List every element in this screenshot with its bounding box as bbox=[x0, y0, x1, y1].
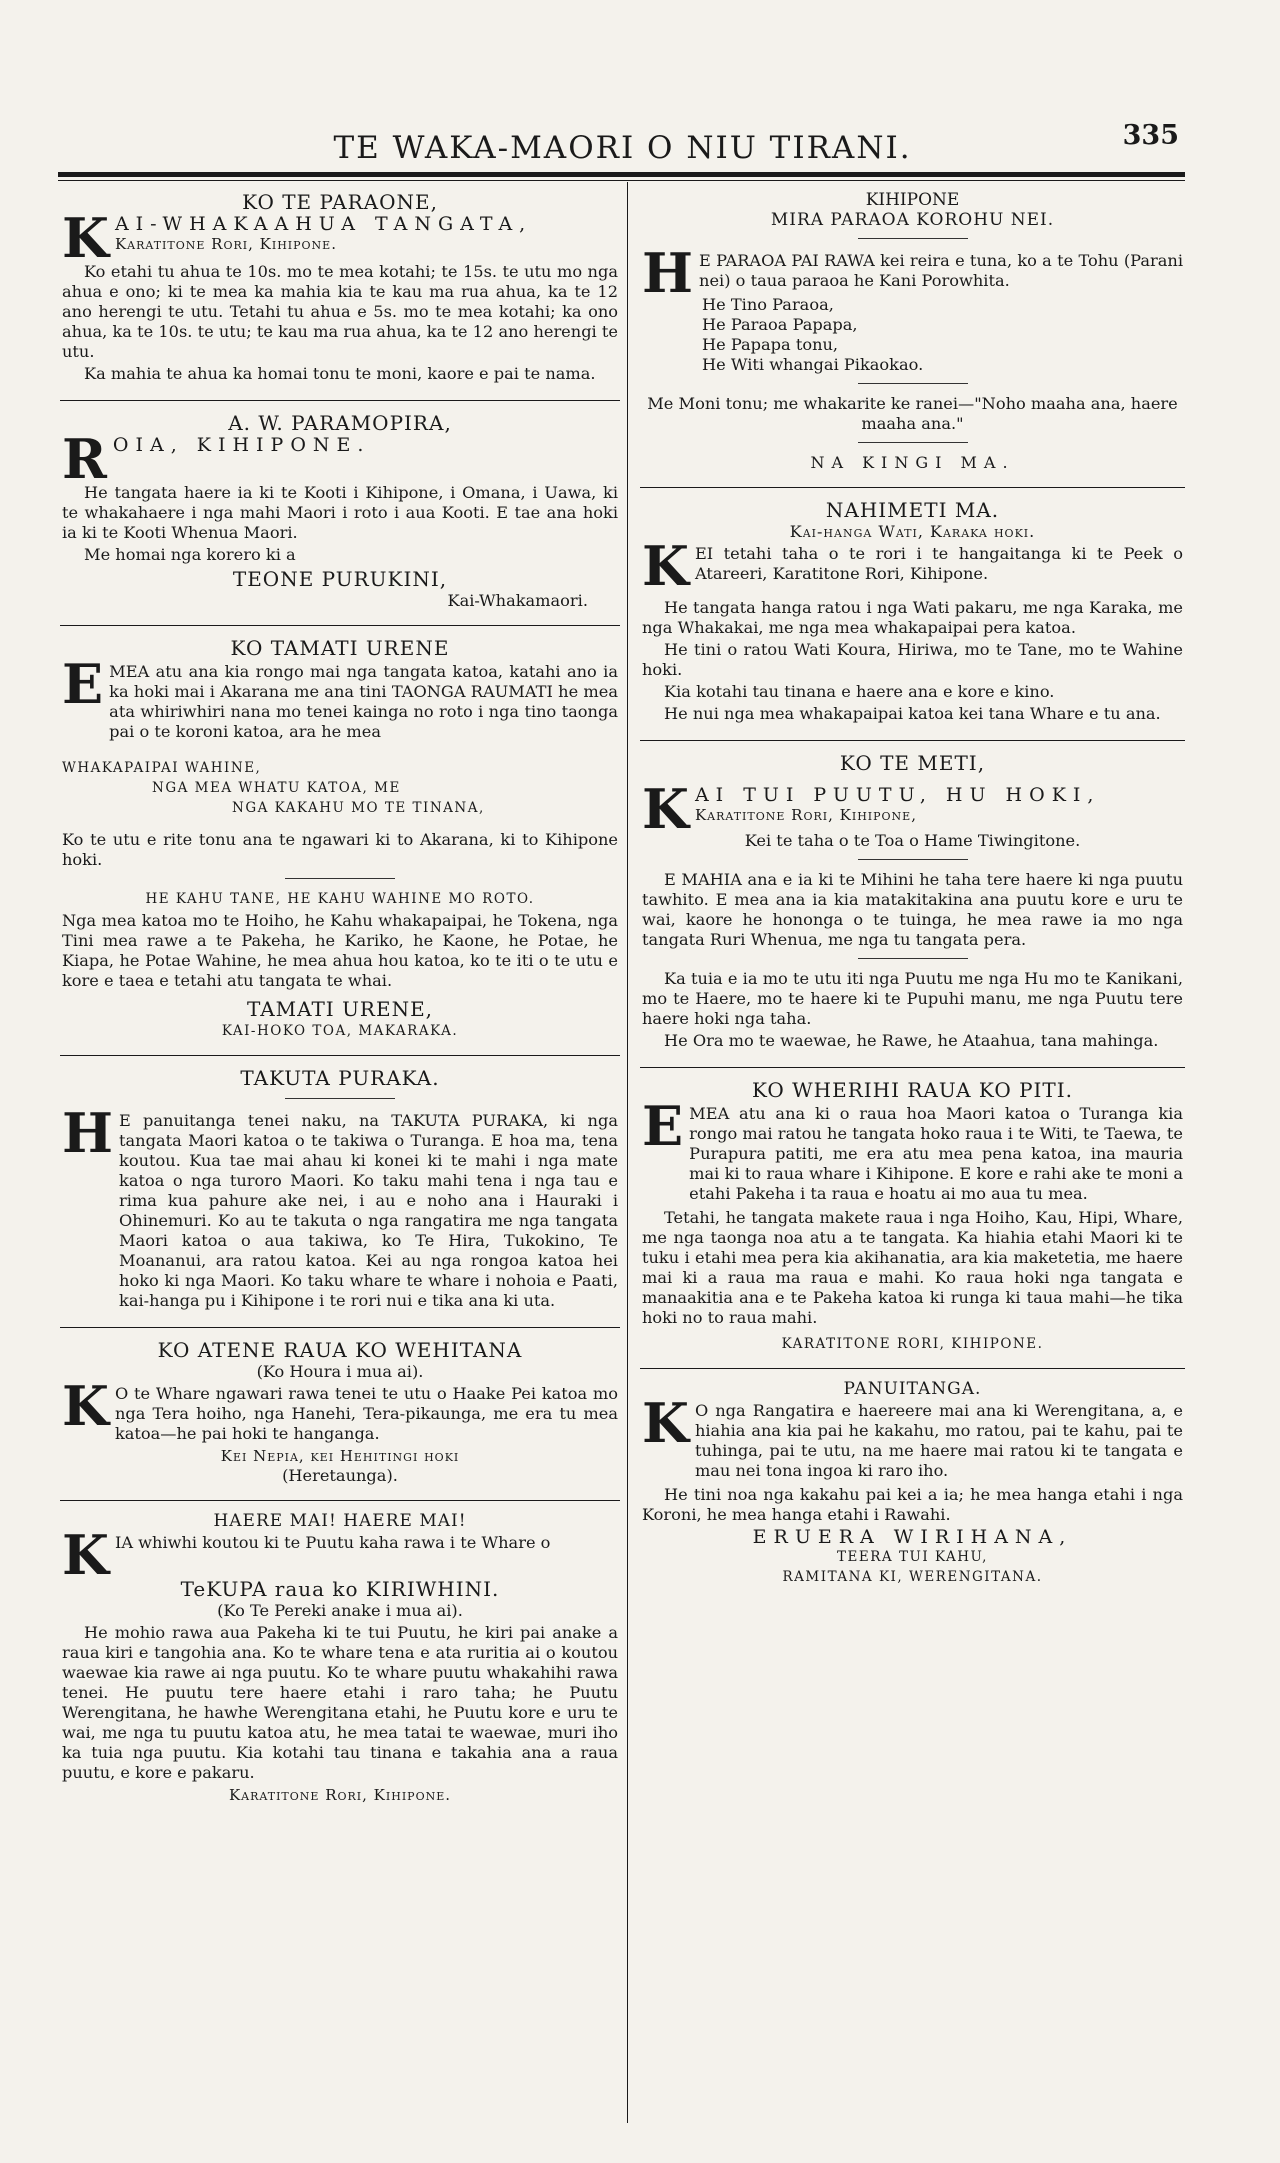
ad-text: EI tetahi taha o te rori i te hangaitanga ki te Peek o Atareeri, Karatitone Rori, Kihipone. bbox=[694, 544, 1183, 583]
ad-text: Ko etahi tu ahua te 10s. mo te mea kotahi; te 15s. te utu mo nga ahua e ono; ki te mea ka mahia kia te kau ma rua ahua, ka te 12 ano herengi te utu. Tetahi tu ahua e 5s. mo te mea kotahi; ka ono ahua, ka te 10s. te utu; te kau ma rua ahua, ka te 12 ano herengi te utu. bbox=[62, 262, 618, 361]
ad-location: RAMITANA KI, WERENGITANA. bbox=[782, 1569, 1043, 1585]
ad-text: E PARAOA PAI RAWA kei reira e tuna, ko a te Tohu (Parani nei) o taua paraoa he Kani Porowhita. bbox=[699, 251, 1183, 290]
ad-heading: PANUITANGA. bbox=[843, 1379, 982, 1399]
ad-location: (Heretaunga). bbox=[282, 1466, 398, 1485]
drop-cap: K bbox=[642, 534, 689, 598]
ad-atene bbox=[60, 1338, 620, 1492]
ad-location: Karatitone Rori, Kihipone. bbox=[228, 1786, 452, 1804]
ad-paramopira bbox=[60, 411, 620, 617]
drop-cap: K bbox=[62, 206, 109, 270]
drop-cap: K bbox=[62, 1374, 109, 1438]
list-item: He Paraoa Papapa, bbox=[702, 315, 858, 334]
drop-cap: R bbox=[62, 427, 107, 491]
ad-text: E panuitanga tenei naku, na TAKUTA PURAKA, ki nga tangata Maori katoa o te takiwa o Turanga. E hoa ma, tena koutou. Kua tae mai ahau ki konei ki te mahi i nga mate katoa o nga turoro Maori. Ko taku mahi tena i nga tau e rima kua pahure ake nei, i au e noho ana i Hauraki i Ohinemuri. Ko au te takuta o nga rangatira me nga tangata Maori katoa o aua takiwa, ko Te Hira, Tukokino, Te Moananui, ara ratou katoa. Kei au nga rongoa katoa hei hoko ki nga Maori. Ko taku whare te whare i nohoia e Paati, kai-hanga pu i Kihipone i te rori nui e tika ana ki uta. bbox=[119, 1111, 618, 1310]
drop-cap: H bbox=[62, 1101, 114, 1165]
ad-text: He tini o ratou Wati Koura, Hiriwa, mo te Tane, mo te Wahine hoki. bbox=[642, 640, 1183, 679]
ad-title: AI-WHAKAAHUA TANGATA, bbox=[114, 213, 533, 235]
drop-cap: E bbox=[62, 652, 104, 716]
ad-text: Ka mahia te ahua ka homai tonu te moni, kaore e pai te nama. bbox=[84, 364, 596, 383]
short-rule bbox=[858, 383, 968, 384]
ad-heading: A. W. PARAMOPIRA, bbox=[228, 411, 452, 435]
drop-cap: K bbox=[642, 777, 689, 841]
ad-signature-name: NA KINGI MA. bbox=[810, 453, 1015, 472]
ad-text: MEA atu ana kia rongo mai nga tangata katoa, katahi ano ia ka hoki mai i Akarana me ana tini TAONGA RAUMATI he mea ata whiriwhiri nana mo tenei kainga no roto i nga tino taonga pai o te koroni katoa, ara he mea bbox=[109, 662, 618, 741]
ad-text: Tetahi, he tangata makete raua i nga Hoiho, Kau, Hipi, Whare, me nga taonga noa atu a te tangata. Ka hiahia etahi Maori ki te tuku i etahi mea pera kia akihanatia, ara kia maketetia, me haere mai ki a raua ma raua e mahi. Ko raua hoki nga tangata e manaakitia ana e te Pakeha katoa ki runga ki taua mahi—he tika hoki no to raua mahi. bbox=[642, 1208, 1183, 1327]
ad-subheading: Kai-hanga Wati, Karaka hoki. bbox=[789, 522, 1036, 541]
drop-cap: H bbox=[642, 241, 694, 305]
ad-text: Ka tuia e ia mo te utu iti nga Puutu me nga Hu mo te Kanikani, mo te Haere, mo te haere ki te Pupuhi manu, me nga Puutu tere haere hoki nga taha. bbox=[642, 969, 1183, 1028]
ad-separator bbox=[640, 1067, 1185, 1068]
ad-text: MEA atu ana ki o raua hoa Maori katoa o Turanga kia rongo mai ratou he tangata hoko raua i te Witi, te Taewa, te Purapura patiti, me era atu mea pena katoa, ina mauria mai ki to raua whare i Kihipone. E kore e rahi ake te moni a etahi Pakeha i ta raua e hoatu ai mo aua tu mea. bbox=[689, 1104, 1183, 1203]
ad-text: Me homai nga korero ki a bbox=[84, 545, 296, 564]
ad-name: TeKUPA raua ko KIRIWHINI. bbox=[180, 1577, 500, 1601]
ad-text: Ko te utu e rite tonu ana te ngawari ki to Akarana, ki to Kihipone hoki. bbox=[62, 830, 618, 869]
ad-location: KARATITONE RORI, KIHIPONE. bbox=[781, 1336, 1044, 1352]
short-rule bbox=[858, 238, 968, 239]
ad-separator bbox=[640, 740, 1185, 741]
ad-separator bbox=[640, 487, 1185, 488]
ad-subheading: MIRA PARAOA KOROHU NEI. bbox=[770, 210, 1055, 230]
ad-heading: NAHIMETI MA. bbox=[825, 498, 1000, 522]
ad-title: AI TUI PUUTU, HU HOKI, bbox=[694, 784, 1101, 806]
ad-text: Me Moni tonu; me whakarite ke ranei—"Noho maaha ana, haere maaha ana." bbox=[647, 394, 1178, 433]
ad-heading: HAERE MAI! HAERE MAI! bbox=[213, 1511, 467, 1531]
ad-paraone bbox=[60, 190, 620, 392]
ad-signature-role: TEERA TUI KAHU, bbox=[837, 1549, 988, 1565]
ad-separator bbox=[640, 1368, 1185, 1369]
ad-separator bbox=[60, 625, 620, 626]
short-rule bbox=[285, 1098, 395, 1099]
ad-heading: KO TAMATI URENE bbox=[230, 636, 450, 660]
ad-separator bbox=[60, 1055, 620, 1056]
ad-text: He mohio rawa aua Pakeha ki te tui Puutu, he kiri pai anake a raua kiri e tangohia ana. Ko te whare tena e ata ruritia ai o koutou waewae kia rawe ai nga puutu. Ko te whare puutu whakahihi rawa tenei. He puutu tere haere etahi i raro taha; he Puutu Werengitana, he hawhe Werengitana etahi, he Puutu kore e uru te wai, me nga tu puutu katoa atu, he mea tatai te waewae, muri iho ka tuia nga puutu. Kia kotahi tau tinana e takahia ana a raua puutu, e kore e pakaru. bbox=[62, 1623, 618, 1782]
ad-text: He tangata haere ia ki te Kooti i Kihipone, i Omana, i Uawa, ki te whakahaere i nga mahi Maori i roto i aua Kooti. E tae ana hoki ia ki te Kooti Whenua Maori. bbox=[62, 483, 618, 542]
masthead-rule-thin bbox=[58, 180, 1185, 181]
ad-text: He tangata hanga ratou i nga Wati pakaru, me nga Karaka, me nga Whakakai, me nga mea whakapaipai pera katoa. bbox=[642, 598, 1183, 637]
ad-location: Karatitone Rori, Kihipone, bbox=[694, 806, 917, 824]
ad-separator bbox=[60, 1500, 620, 1501]
short-rule bbox=[285, 878, 395, 879]
drop-cap: E bbox=[642, 1094, 684, 1158]
left-column bbox=[60, 190, 620, 1811]
ad-panuitanga bbox=[640, 1379, 1185, 1593]
ad-meti bbox=[640, 751, 1185, 1059]
drop-cap: K bbox=[62, 1523, 109, 1587]
ad-text: He nui nga mea whakapaipai katoa kei tana Whare e tu ana. bbox=[664, 704, 1161, 723]
ad-text: O te Whare ngawari rawa tenei te utu o Haake Pei katoa mo nga Tera hoiho, nga Hanehi, Tera-pikaunga, me era tu mea katoa—he pai hoki te hanganga. bbox=[114, 1384, 618, 1443]
list-item: He Tino Paraoa, bbox=[702, 295, 834, 314]
ad-line: WHAKAPAIPAI WAHINE, bbox=[62, 760, 262, 776]
ad-separator bbox=[60, 1327, 620, 1328]
ad-separator bbox=[60, 400, 620, 401]
ad-heading: KO TE METI, bbox=[839, 751, 986, 775]
ad-text: E MAHIA ana e ia ki te Mihini he taha tere haere ki nga puutu tawhito. E mea ana ia kia matakitakina ana puutu kore e uru te wai, kaore he hononga o te tuinga, he mea rawe ia mo nga tangata Ruri Whenua, me nga tu tangata pera. bbox=[642, 870, 1183, 949]
list-item: He Witi whangai Pikaokao. bbox=[702, 355, 924, 374]
short-rule bbox=[858, 859, 968, 860]
ad-title: OIA, KIHIPONE. bbox=[112, 434, 371, 456]
list-item: He Papapa tonu, bbox=[702, 335, 839, 354]
ad-subheading: HE KAHU TANE, HE KAHU WAHINE MO ROTO. bbox=[145, 891, 535, 907]
ad-text: Kia kotahi tau tinana e haere ana e kore e kino. bbox=[664, 682, 1055, 701]
ad-signature-name: TEONE PURUKINI, bbox=[232, 567, 448, 591]
ad-kiriwhini bbox=[60, 1511, 620, 1811]
column-divider bbox=[627, 182, 628, 2123]
ad-text: He tini noa nga kakahu pai kei a ia; he mea hanga etahi i nga Koroni, he mea hanga etahi i Rawahi. bbox=[642, 1485, 1183, 1524]
ad-wherihi bbox=[640, 1078, 1185, 1360]
ad-signature-role: KAI-HOKO TOA, MAKARAKA. bbox=[221, 1023, 459, 1039]
ad-line: NGA KAKAHU MO TE TINANA, bbox=[232, 800, 485, 816]
ad-location: Kei Nepia, kei Hehitingi hoki bbox=[220, 1447, 460, 1465]
product-list bbox=[702, 295, 1183, 375]
page-number: 335 bbox=[1122, 120, 1179, 151]
ad-text: IA whiwhi koutou ki te Puutu kaha rawa i te Whare o bbox=[114, 1533, 551, 1552]
right-column bbox=[640, 190, 1185, 1593]
ad-heading: KIHIPONE bbox=[865, 190, 960, 210]
ad-kihipone-mill bbox=[640, 190, 1185, 479]
ad-location: Karatitone Rori, Kihipone. bbox=[114, 235, 337, 253]
short-rule bbox=[858, 958, 968, 959]
ad-heading: TAKUTA PURAKA. bbox=[240, 1066, 440, 1090]
ad-text: He Ora mo te waewae, he Rawe, he Ataahua, tana mahinga. bbox=[664, 1031, 1159, 1050]
ad-nahimeti bbox=[640, 498, 1185, 732]
ad-urene bbox=[60, 636, 620, 1047]
drop-cap: K bbox=[642, 1391, 689, 1455]
ad-text: Nga mea katoa mo te Hoiho, he Kahu whakapaipai, he Tokena, nga Tini mea rawe a te Pakeha, he Kariko, he Kaone, he Potae, he Kiapa, he Potae Wahine, he mea ahua hou katoa, ko te iti o te utu e kore e taea e tetahi atu tangata te whai. bbox=[62, 911, 618, 990]
ad-signature-name: ERUERA WIRIHANA, bbox=[752, 1526, 1073, 1548]
newspaper-title: TE WAKA-MAORI O NIU TIRANI. bbox=[333, 130, 912, 166]
ad-signature-role: Kai-Whakamaori. bbox=[447, 591, 588, 610]
ad-subheading: (Ko Houra i mua ai). bbox=[256, 1362, 424, 1381]
ad-line: NGA MEA WHATU KATOA, ME bbox=[152, 780, 401, 796]
masthead bbox=[60, 120, 1185, 172]
short-rule bbox=[858, 442, 968, 443]
ad-heading: KO WHERIHI RAUA KO PITI. bbox=[751, 1078, 1074, 1102]
ad-heading: KO ATENE RAUA KO WEHITANA bbox=[157, 1338, 523, 1362]
ad-text: O nga Rangatira e haereere mai ana ki Werengitana, a, e hiahia ana kia pai he kakahu, mo ratou, pai te kahu, pai te tuhinga, pai te utu, na me haere mai ratou ki te tangata e mau nei tona ingoa ki raro iho. bbox=[694, 1401, 1183, 1480]
masthead-rule bbox=[58, 172, 1185, 177]
ad-signature-name: TAMATI URENE, bbox=[246, 997, 434, 1021]
ad-puraka bbox=[60, 1066, 620, 1319]
ad-location: Kei te taha o te Toa o Hame Tiwingitone. bbox=[744, 831, 1081, 850]
ad-subheading: (Ko Te Pereki anake i mua ai). bbox=[217, 1601, 463, 1620]
ad-heading: KO TE PARAONE, bbox=[242, 190, 438, 214]
